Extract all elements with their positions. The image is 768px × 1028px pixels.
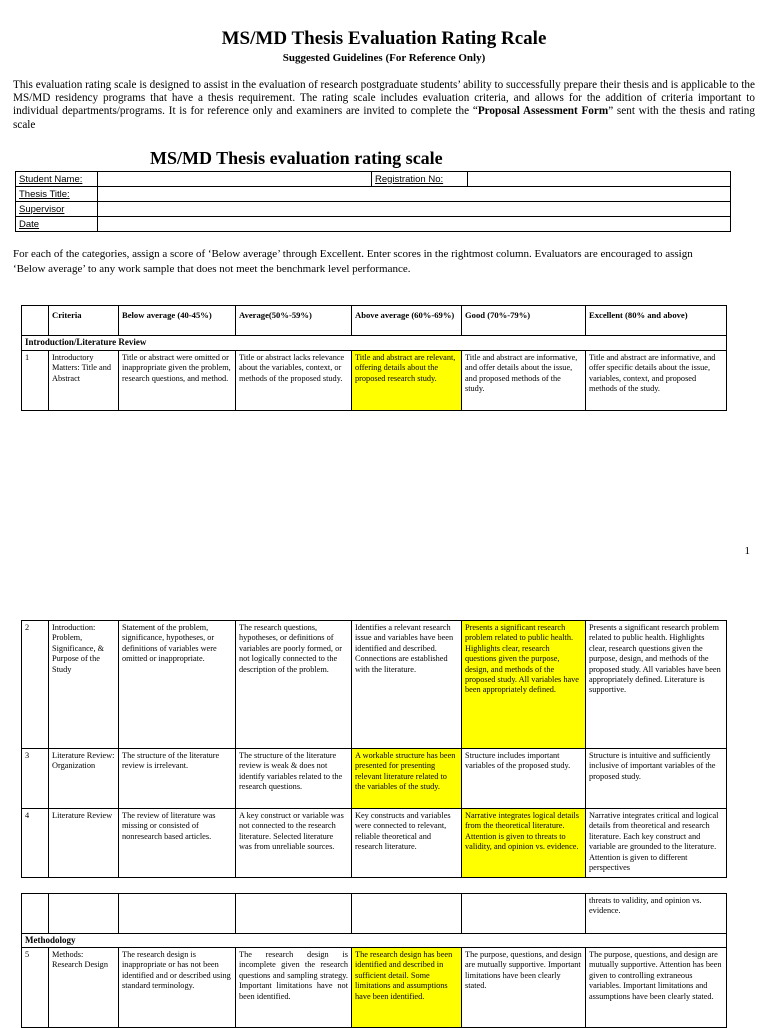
header-good: Good (70%-79%) xyxy=(462,306,586,336)
row-number: 1 xyxy=(22,351,49,411)
below-average-cell: The structure of the literature review is irrelevant. xyxy=(119,749,236,809)
student-name-field[interactable] xyxy=(98,172,372,187)
average-cell: The research questions, hypotheses, or definitions of variables are poorly formed, or not logically connected to the description of the problem. xyxy=(236,621,352,749)
header-criteria: Criteria xyxy=(49,306,119,336)
good-cell-selected: Presents a significant research problem related to public health. Highlights clear, research questions given the purpose, design, and methods of the proposed study. All variables have been appropriately defined. xyxy=(462,621,586,749)
below-average-cell: Title or abstract were omitted or inappropriate given the problem, research questions, and method. xyxy=(119,351,236,411)
excellent-continuation-cell: threats to validity, and opinion vs. evidence. xyxy=(586,894,727,934)
page-number: 1 xyxy=(744,545,750,557)
header-below-average: Below average (40-45%) xyxy=(119,306,236,336)
document-title: MS/MD Thesis Evaluation Rating Rcale xyxy=(221,28,547,49)
header-number xyxy=(22,306,49,336)
above-average-cell-selected: A workable structure has been presented for presenting relevant literature related to the variables of the study. xyxy=(352,749,462,809)
student-name-label: Student Name: xyxy=(16,172,98,187)
supervisor-label: Supervisor xyxy=(16,202,98,217)
excellent-cell: Title and abstract are informative, and offer specific details about the issue, variables, context, and proposed methods of the study. xyxy=(586,351,727,411)
criteria-cell: Methods: Research Design xyxy=(49,948,119,1028)
table-row xyxy=(22,621,727,749)
empty-cell xyxy=(462,894,586,934)
header-excellent: Excellent (80% and above) xyxy=(586,306,727,336)
document-subtitle: Suggested Guidelines (For Reference Only) xyxy=(282,52,486,64)
below-average-cell: The research design is inappropriate or has not been identified and or described using standard terminology. xyxy=(119,948,236,1028)
supervisor-field[interactable] xyxy=(98,202,731,217)
rubric-table-page-2 xyxy=(21,620,727,878)
registration-label: Registration No: xyxy=(372,172,468,187)
proposal-form-name: Proposal Assessment Form xyxy=(477,105,609,118)
instructions xyxy=(13,247,755,276)
thesis-title-label: Thesis Title: xyxy=(16,187,98,202)
date-label: Date xyxy=(16,217,98,232)
section-introduction: Introduction/Literature Review xyxy=(22,336,727,351)
table-row xyxy=(22,351,727,411)
above-average-cell-selected: The research design has been identified and described in sufficient detail. Some limitations and assumptions have been identified. xyxy=(352,948,462,1028)
empty-cell xyxy=(119,894,236,934)
row-number: 3 xyxy=(22,749,49,809)
empty-cell xyxy=(352,894,462,934)
above-average-cell: Identifies a relevant research issue and variables have been identified and described. Connections are established with the literature. xyxy=(352,621,462,749)
good-cell: Structure includes important variables of the proposed study. xyxy=(462,749,586,809)
criteria-cell: Literature Review: Organization xyxy=(49,749,119,809)
intro-text-end: ” sent with the thesis and rating scale xyxy=(13,105,755,131)
row-number: 2 xyxy=(22,621,49,749)
average-cell: Title or abstract lacks relevance about the variables, context, or methods of the proposed study. xyxy=(236,351,352,411)
table-row xyxy=(22,809,727,878)
header-average: Average(50%-59%) xyxy=(236,306,352,336)
row-number: 5 xyxy=(22,948,49,1028)
average-cell: The research design is incomplete given the research questions and sampling strategy. Important limitations have not been identified. xyxy=(236,948,352,1028)
scale-heading: MS/MD Thesis evaluation rating scale xyxy=(150,148,443,168)
criteria-cell: Introduction: Problem, Significance, & Purpose of the Study xyxy=(49,621,119,749)
intro-text: This evaluation rating scale is designed to assist in the evaluation of research postgraduate students’ ability to successfully prepare their thesis and is applicable to the MS/MD residency programs that have a thesis requirement. The rating scale includes evaluation criteria, and allows for the addition of criteria important to individual departments/programs. It is for reference only and examiners are invited to complete the “ xyxy=(13,79,755,118)
excellent-cell: Narrative integrates critical and logical details from theoretical and research literature. Each key construct and variable are grounded to the literature. Attention is given to different perspectives xyxy=(586,809,727,878)
below-average-cell: Statement of the problem, significance, hypotheses, or definitions of variables were omitted or inappropriate. xyxy=(119,621,236,749)
instructions-line-2: ‘Below average’ to any work sample that does not meet the benchmark level performance. xyxy=(13,262,411,275)
rubric-table-page-1 xyxy=(21,305,727,411)
above-average-cell-selected: Title and abstract are relevant, offering details about the proposed research study. xyxy=(352,351,462,411)
header-above-average: Above average (60%-69%) xyxy=(352,306,462,336)
excellent-cell: Presents a significant research problem related to public health. Highlights clear, research questions given the purpose, design, and methods of the proposed study. All variables have been appropriately defined. Literature is supportive. xyxy=(586,621,727,749)
row-number: 4 xyxy=(22,809,49,878)
thesis-title-field[interactable] xyxy=(98,187,731,202)
empty-cell xyxy=(22,894,49,934)
below-average-cell: The review of literature was missing or consisted of nonresearch based articles. xyxy=(119,809,236,878)
continuation-row xyxy=(22,894,727,934)
good-cell: The purpose, questions, and design are mutually supportive. Important limitations have been clearly stated. xyxy=(462,948,586,1028)
registration-field[interactable] xyxy=(468,172,731,187)
table-row xyxy=(22,749,727,809)
instructions-line-1: For each of the categories, assign a score of ‘Below average’ through Excellent. Enter scores in the rightmost column. Evaluators are encouraged to assign xyxy=(13,248,693,260)
good-cell: Title and abstract are informative, and offer details about the issue, and proposed methods of the study. xyxy=(462,351,586,411)
average-cell: A key construct or variable was not connected to the research literature. Selected literature was from unreliable sources. xyxy=(236,809,352,878)
empty-cell xyxy=(49,894,119,934)
excellent-cell: The purpose, questions, and design are mutually supportive. Attention has been given to controlling extraneous variables. Important limitations and assumptions have been clearly stated. xyxy=(586,948,727,1028)
section-methodology: Methodology xyxy=(22,934,727,948)
student-info-table xyxy=(15,171,731,232)
criteria-cell: Literature Review xyxy=(49,809,119,878)
rubric-table-page-3 xyxy=(21,893,727,1028)
excellent-cell: Structure is intuitive and sufficiently inclusive of important variables of the proposed study. xyxy=(586,749,727,809)
good-cell-selected: Narrative integrates logical details from the theoretical literature. Attention is given to threats to validity, and opinion vs. evidence. xyxy=(462,809,586,878)
empty-cell xyxy=(236,894,352,934)
date-field[interactable] xyxy=(98,217,731,232)
intro-paragraph xyxy=(13,79,755,132)
table-row xyxy=(22,948,727,1028)
criteria-cell: Introductory Matters: Title and Abstract xyxy=(49,351,119,411)
average-cell: The structure of the literature review is weak & does not identify variables related to the research questions. xyxy=(236,749,352,809)
above-average-cell: Key constructs and variables were connected to relevant, reliable theoretical and research literature. xyxy=(352,809,462,878)
